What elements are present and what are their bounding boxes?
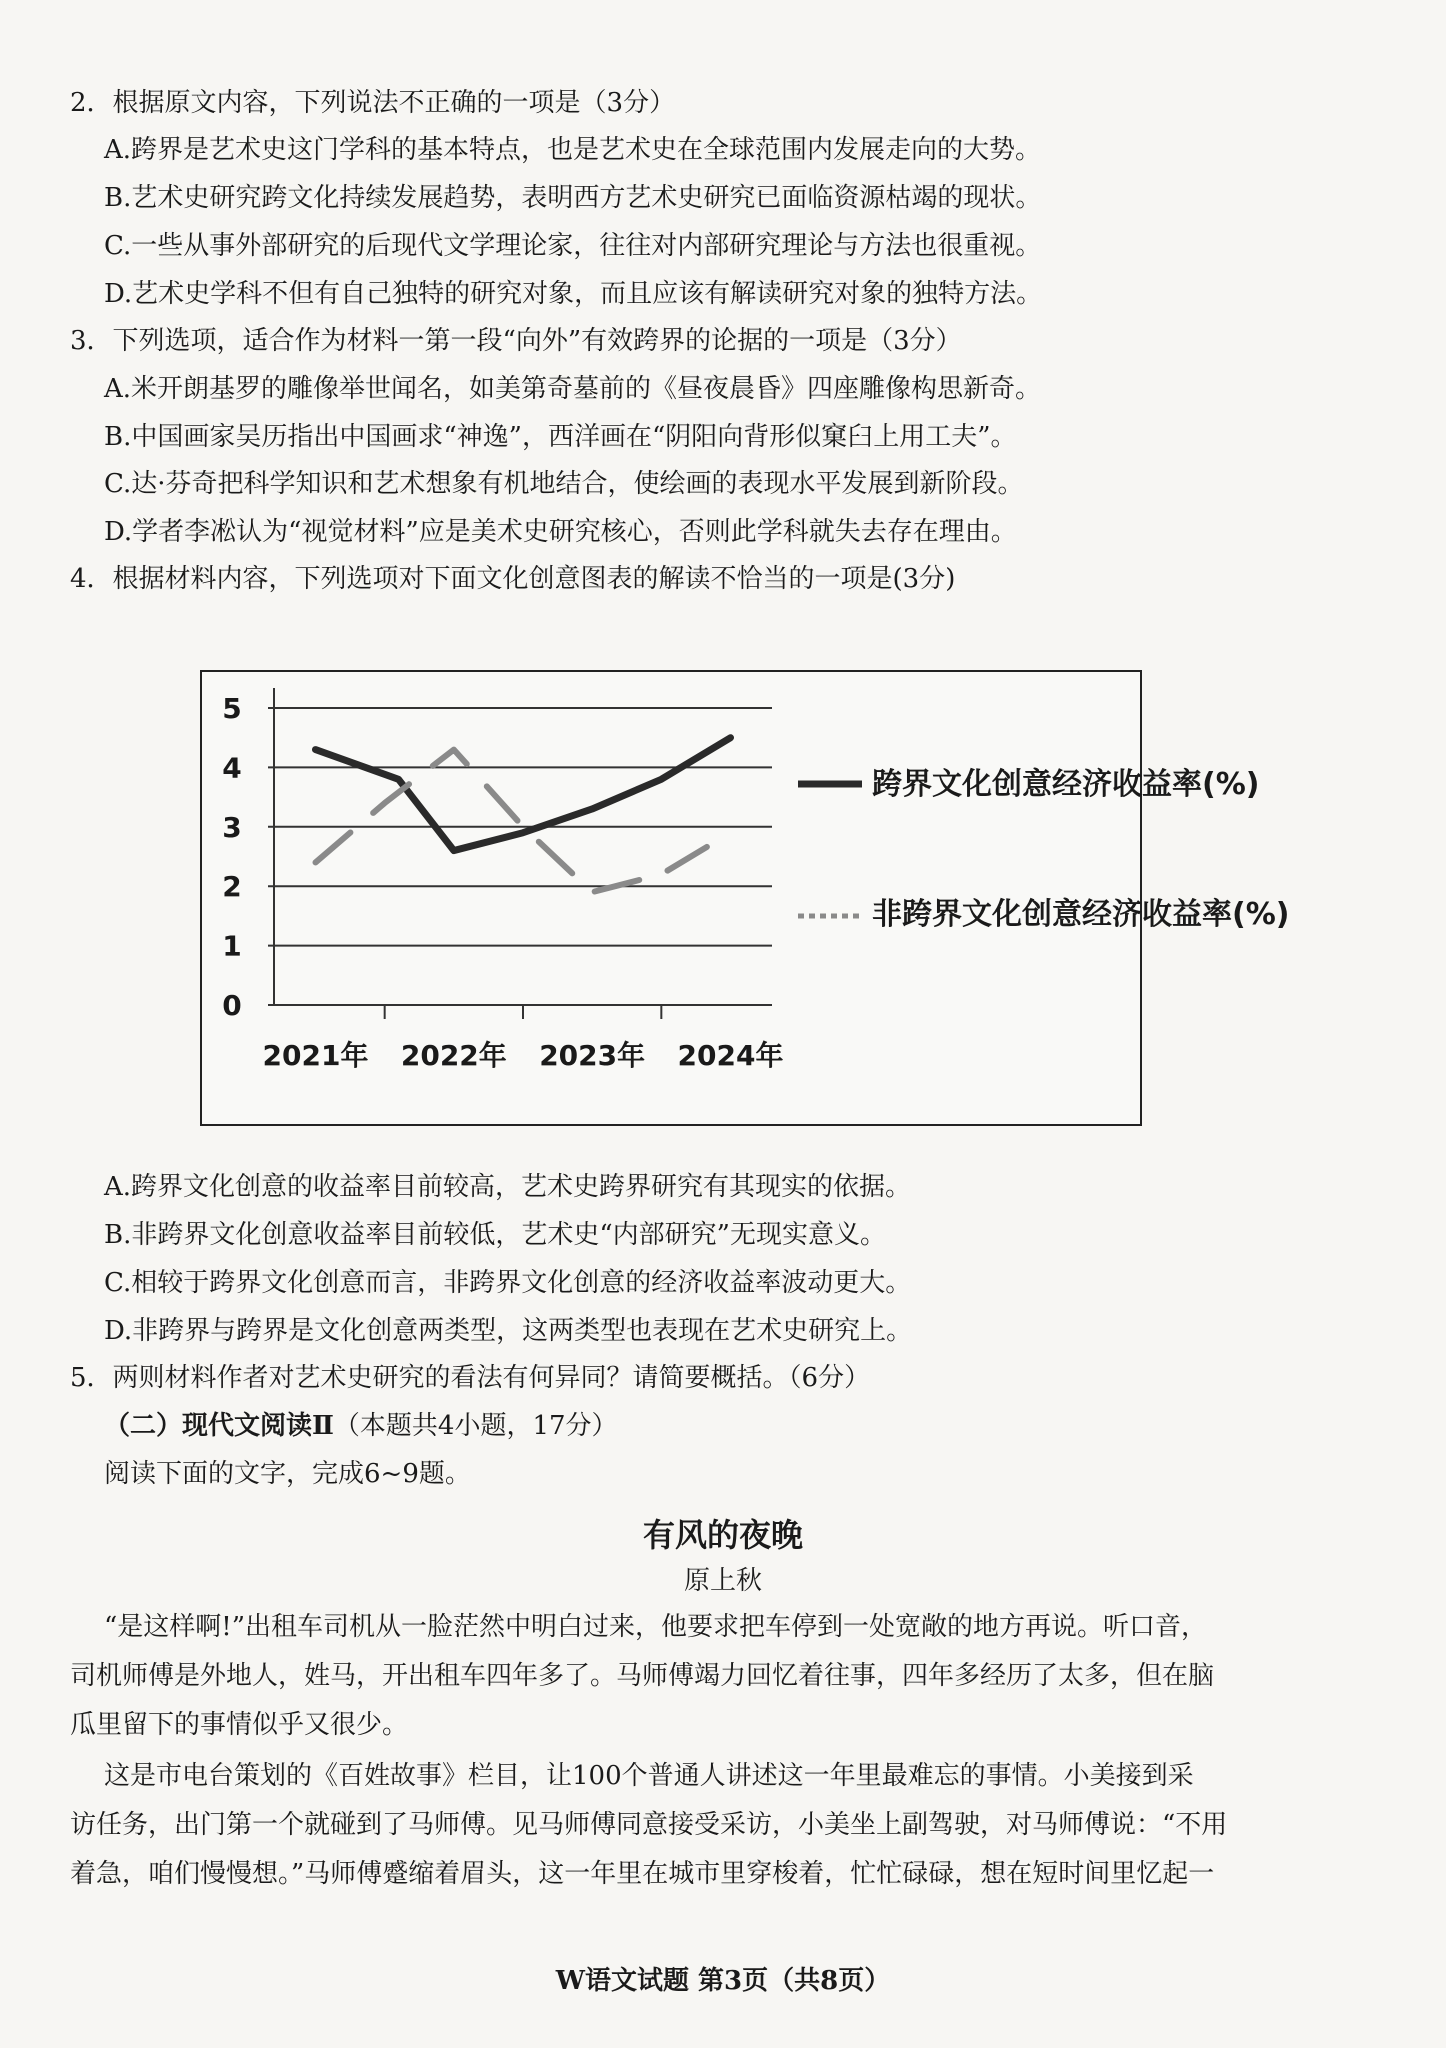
story-paragraph-1-line-1: “是这样啊!”出租车司机从一脸茫然中明白过来，他要求把车停到一处宽敞的地方再说。听口音，	[104, 1612, 1208, 1642]
q3-option-c: C.达·芬奇把科学知识和艺术想象有机地结合，使绘画的表现水平发展到新阶段。	[104, 469, 1024, 499]
y-tick-label: 3	[222, 810, 242, 844]
x-tick-label: 2024年	[677, 1039, 784, 1072]
q4-option-d: D.非跨界与跨界是文化创意两类型，这两类型也表现在艺术史研究上。	[104, 1316, 913, 1346]
story-paragraph-1-line-3: 瓜里留下的事情似乎又很少。	[70, 1710, 409, 1740]
y-tick-label: 4	[222, 751, 242, 785]
q4-stem: 4．根据材料内容，下列选项对下面文化创意图表的解读不恰当的一项是(3分)	[70, 564, 956, 594]
q3-stem: 3．下列选项，适合作为材料一第一段“向外”有效跨界的论据的一项是（3分）	[70, 326, 962, 356]
section2-heading	[104, 1409, 1424, 1443]
story-paragraph-2-line-3: 着急，咱们慢慢想。”马师傅蹙缩着眉头，这一年里在城市里穿梭着，忙忙碌碌，想在短时间里忆起一	[70, 1859, 1215, 1889]
q5-stem: 5．两则材料作者对艺术史研究的看法有何异同？请简要概括。（6分）	[70, 1363, 871, 1393]
x-tick-label: 2021年	[262, 1039, 369, 1072]
page-footer: W语文试题 第3页（共8页）	[555, 1966, 891, 1996]
y-tick-label: 1	[222, 929, 242, 963]
q2-option-a: A.跨界是艺术史这门学科的基本特点，也是艺术史在全球范围内发展走向的大势。	[104, 135, 1042, 165]
y-tick-label: 5	[222, 692, 242, 725]
q2-option-d: D.艺术史学科不但有自己独特的研究对象，而且应该有解读研究对象的独特方法。	[104, 279, 1043, 309]
legend-label-crossborder: 跨界文化创意经济收益率(%)	[872, 767, 1260, 802]
story-author: 原上秋	[683, 1566, 762, 1596]
story-title: 有风的夜晚	[642, 1516, 803, 1554]
q4-option-c: C.相较于跨界文化创意而言，非跨界文化创意的经济收益率波动更大。	[104, 1268, 912, 1298]
q2-option-c: C.一些从事外部研究的后现代文学理论家，往往对内部研究理论与方法也很重视。	[104, 231, 1042, 261]
section2-instruction: 阅读下面的文字，完成6~9题。	[104, 1459, 471, 1489]
q3-option-b: B.中国画家吴历指出中国画求“神逸”，西洋画在“阴阳向背形似窠臼上用工夫”。	[104, 422, 1017, 452]
q3-option-d: D.学者李凇认为“视觉材料”应是美术史研究核心，否则此学科就失去存在理由。	[104, 517, 1017, 547]
story-paragraph-2-line-2: 访任务，出门第一个就碰到了马师傅。见马师傅同意接受采访，小美坐上副驾驶，对马师傅说：“不用	[70, 1810, 1228, 1840]
y-tick-label: 0	[222, 989, 242, 1022]
x-tick-label: 2022年	[400, 1039, 507, 1072]
q4-option-a: A.跨界文化创意的收益率目前较高，艺术史跨界研究有其现实的依据。	[104, 1172, 912, 1202]
section2-heading-rest: （本题共4小题，17分）	[333, 1411, 618, 1441]
series-line-crossborder	[316, 738, 731, 851]
story-paragraph-1-line-2: 司机师傅是外地人，姓马，开出租车四年多了。马师傅竭力回忆着往事，四年多经历了太多，但在脑	[70, 1661, 1215, 1691]
section2-heading-bold: （二）现代文阅读Ⅱ	[104, 1411, 334, 1441]
q2-option-b: B.艺术史研究跨文化持续发展趋势，表明西方艺术史研究已面临资源枯竭的现状。	[104, 183, 1042, 213]
culture-creative-chart	[200, 670, 1290, 1126]
y-tick-label: 2	[222, 870, 242, 904]
legend-label-noncrossborder: 非跨界文化创意经济收益率(%)	[872, 897, 1290, 932]
q4-option-b: B.非跨界文化创意收益率目前较低，艺术史“内部研究”无现实意义。	[104, 1220, 886, 1250]
q2-stem: 2．根据原文内容，下列说法不正确的一项是（3分）	[70, 88, 676, 118]
x-tick-label: 2023年	[539, 1039, 646, 1072]
q3-option-a: A.米开朗基罗的雕像举世闻名，如美第奇墓前的《昼夜晨昏》四座雕像构思新奇。	[104, 374, 1042, 404]
story-paragraph-2-line-1: 这是市电台策划的《百姓故事》栏目，让100个普通人讲述这一年里最难忘的事情。小美接到采	[104, 1761, 1194, 1791]
